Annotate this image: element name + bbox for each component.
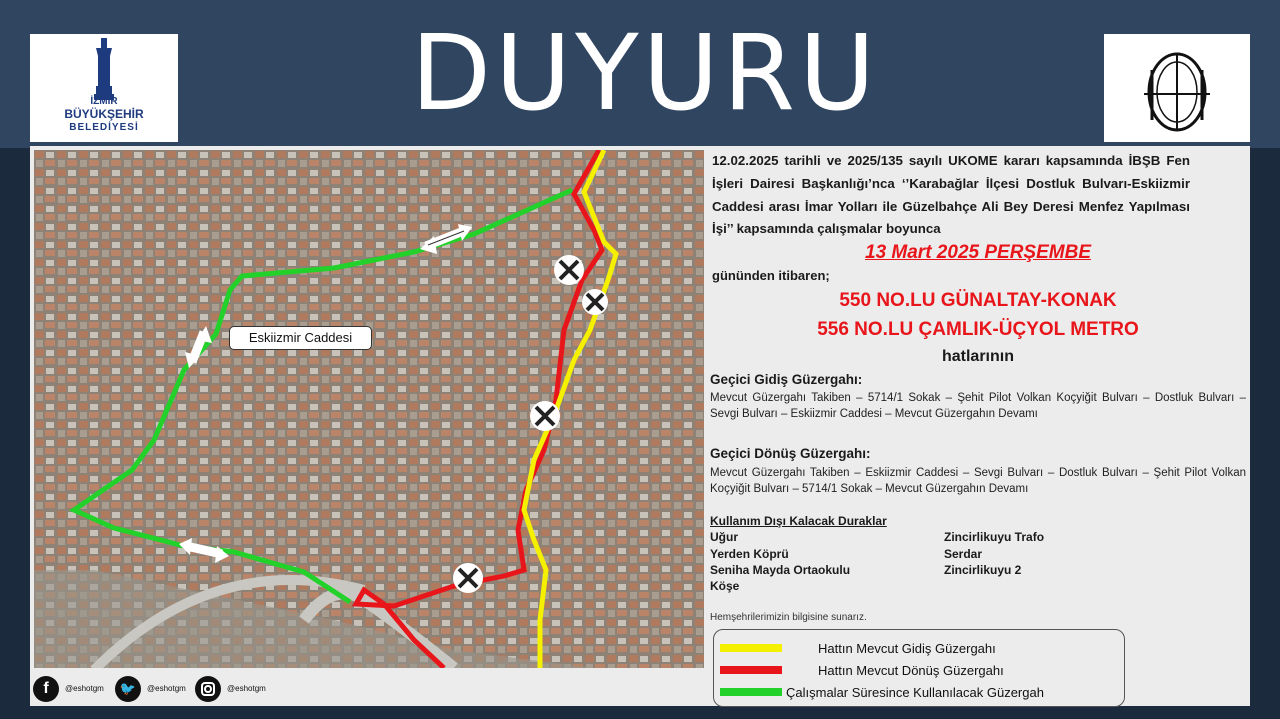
- legend-label: Çalışmalar Süresince Kullanılacak Güzergah: [786, 685, 1044, 700]
- announcement-paragraph: 12.02.2025 tarihli ve 2025/135 sayılı UKOME kararı kapsamında İBŞB Fen İşleri Dairesi Başkanlığı’nca ‘’Karabağlar İlçesi Dostluk Bulvarı-Eskiizmir Caddesi arası İmar Yolları ile Güzelbahçe Ali Bey Deresi Menfez Yapılması İşi’’ kapsamında çalışmalar boyunca: [712, 153, 1190, 237]
- facebook-link[interactable]: [33, 676, 113, 704]
- izmir-buyuksehir-logo: [30, 34, 178, 142]
- facebook-icon: f: [33, 676, 59, 702]
- logo-line-3: BELEDİYESİ: [69, 122, 139, 133]
- closed-stop: Serdar: [944, 547, 983, 561]
- lines-suffix: hatlarının: [941, 348, 1014, 365]
- closed-stop: Uğur: [710, 530, 738, 544]
- twitter-handle: @eshotgm: [147, 684, 186, 693]
- instagram-handle: @eshotgm: [227, 684, 266, 693]
- legend-label: Hattın Mevcut Gidiş Güzergahı: [818, 641, 996, 656]
- route-map: [34, 150, 704, 668]
- instagram-link[interactable]: [195, 676, 275, 704]
- notice-text: Hemşehrilerimizin bilgisine sunarız.: [710, 612, 867, 623]
- bus-line-550: 550 NO.LU GÜNALTAY-KONAK: [839, 290, 1117, 311]
- closure-marker-icon: [530, 401, 560, 431]
- eshot-monogram-icon: [1104, 34, 1250, 142]
- legend-swatch-green: [720, 688, 782, 696]
- facebook-handle: @eshotgm: [65, 684, 104, 693]
- street-label: Eskiizmir Caddesi: [229, 326, 372, 350]
- closure-marker-icon: [453, 563, 483, 593]
- map-legend: [713, 629, 1125, 707]
- closed-stop: Yerden Köprü: [710, 547, 789, 561]
- twitter-icon: 🐦: [115, 676, 141, 702]
- closed-stop: Zincirlikuyu Trafo: [944, 530, 1045, 544]
- eshot-monogram-text: [1104, 34, 1105, 35]
- return-route-title: Geçici Dönüş Güzergahı:: [710, 446, 871, 461]
- legend-label: Hattın Mevcut Dönüş Güzergahı: [818, 663, 1004, 678]
- closed-stop: Köşe: [710, 579, 740, 593]
- announcement-panel: [708, 150, 1248, 690]
- return-route-text: Mevcut Güzergahı Takiben – Eskiizmir Caddesi – Sevgi Bulvarı – Dostluk Bulvarı – Şehit Pilot Volkan Koçyiğit Bulvarı – 5714/1 Sokak – Mevcut Güzergahın Devamı: [710, 467, 1246, 495]
- legend-swatch-yellow: [720, 644, 782, 652]
- map-graphic: [34, 150, 704, 668]
- closed-stop: Seniha Mayda Ortaokulu: [710, 563, 851, 577]
- outbound-route-text: Mevcut Güzergahı Takiben – 5714/1 Sokak – Şehit Pilot Volkan Koçyiğit Bulvarı – Dostluk Bulvarı – Sevgi Bulvarı – Eskiizmir Caddesi – Mevcut Güzergahın Devamı: [710, 392, 1246, 420]
- twitter-link[interactable]: [115, 676, 195, 704]
- closed-stop: Zincirlikuyu 2: [944, 563, 1022, 577]
- logo-line-1: İZMİR: [90, 96, 118, 107]
- from-text: gününden itibaren;: [712, 268, 830, 283]
- eshot-logo: [1104, 34, 1250, 142]
- page-title: DUYURU: [410, 12, 880, 134]
- closure-marker-icon: [554, 255, 584, 285]
- bus-line-556: 556 NO.LU ÇAMLIK-ÜÇYOL METRO: [817, 319, 1139, 340]
- instagram-icon: [195, 676, 221, 702]
- outbound-route-title: Geçici Gidiş Güzergahı:: [710, 372, 863, 387]
- closure-marker-icon: [582, 289, 608, 315]
- effective-date: 13 Mart 2025 PERŞEMBE: [865, 242, 1091, 263]
- closed-stops-title: Kullanım Dışı Kalacak Duraklar: [710, 514, 887, 528]
- logo-line-2: BÜYÜKŞEHİR: [64, 107, 144, 121]
- legend-swatch-red: [720, 666, 782, 674]
